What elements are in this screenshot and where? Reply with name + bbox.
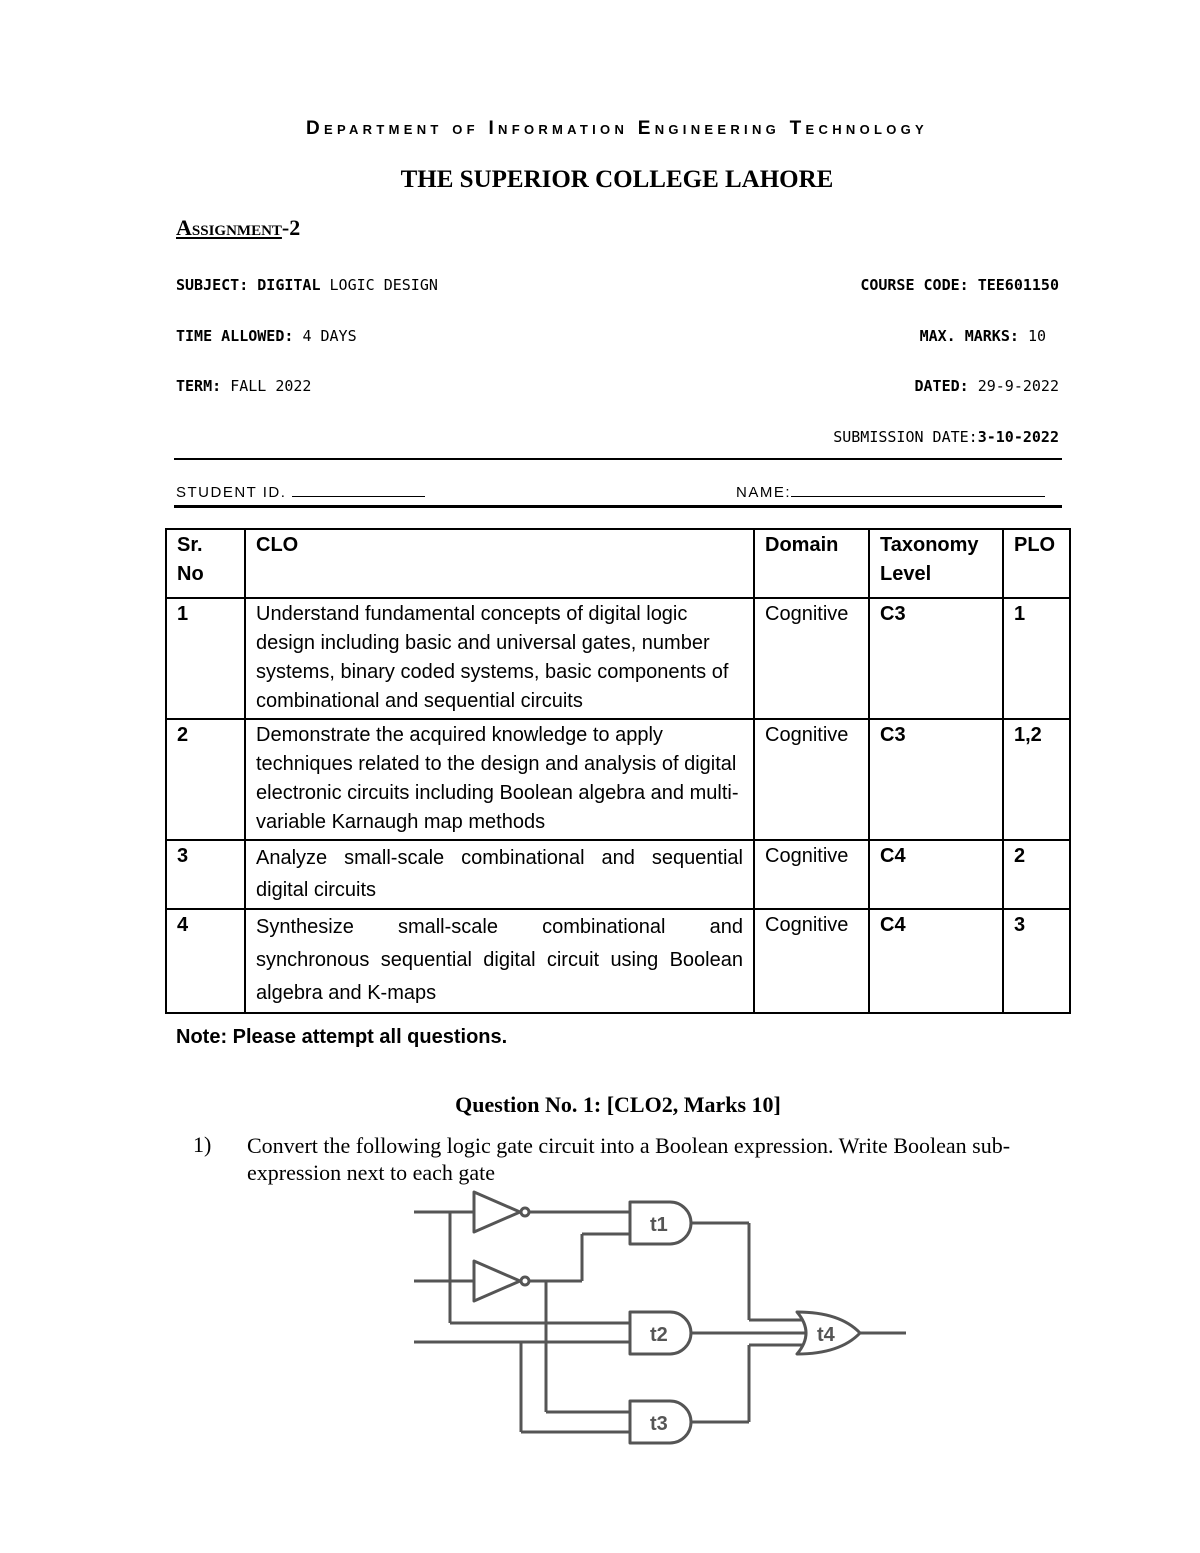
term-value: FALL 2022 [230,377,312,395]
row-clo: Understand fundamental concepts of digital logic design including basic and universal gates, number systems, binary coded systems, basic components of combinational and sequential circuits [245,598,754,719]
not-gate-2 [474,1261,520,1301]
row-level: C3 [869,719,1003,840]
row-level: C4 [869,909,1003,1013]
name-label: NAME: [736,484,792,501]
row-sr: 4 [166,909,245,1013]
row-level: C3 [869,598,1003,719]
marks-label: MAX. MARKS: [919,327,1019,345]
course-label: COURSE CODE: TEE601150 [860,276,1059,294]
dated-label: DATED: [914,377,969,395]
time-value: 4 DAYS [302,327,357,345]
header-level-text: Level [880,563,932,585]
row-sr: 2 [166,719,245,840]
row-clo: Analyze small-scale combinational and sequential digital circuits [245,840,754,909]
header-clo: CLO [245,529,754,598]
row-sr: 1 [166,598,245,719]
assignment-number: -2 [281,215,301,240]
row-sr: 3 [166,840,245,909]
student-id-label: STUDENT ID. [176,484,287,501]
time-label: TIME ALLOWED: [176,327,294,345]
row-plo: 3 [1003,909,1070,1013]
header-domain: Domain [754,529,869,598]
department-text: Department of Information Engineering Technology [305,118,929,139]
row-plo: 1 [1003,598,1070,719]
dated-value: 29-9-2022 [977,377,1059,395]
row-domain: Cognitive [754,840,869,909]
note: Note: Please attempt all questions. [176,1026,508,1048]
row-domain: Cognitive [754,598,869,719]
term-label: TERM: [176,377,222,395]
subject-value: LOGIC DESIGN [329,276,438,294]
submission-value: 3-10-2022 [977,428,1059,446]
college-title: THE SUPERIOR COLLEGE LAHORE [400,166,834,193]
subject-label: SUBJECT: DIGITAL [176,276,321,294]
submission-label: SUBMISSION DATE: [833,428,978,446]
row-clo: Demonstrate the acquired knowledge to apply techniques related to the design and analysis of digital electronic circuits including Boolean algebra and multi-variable Karnaugh map methods [245,719,754,840]
row-level: C4 [869,840,1003,909]
question-text: Convert the following logic gate circuit into a Boolean expression. Write Boolean sub- expression next to each gate [247,1133,1011,1185]
row-domain: Cognitive [754,719,869,840]
row-plo: 1,2 [1003,719,1070,840]
row-domain: Cognitive [754,909,869,1013]
row-plo: 2 [1003,840,1070,909]
not-gate-1 [474,1192,520,1232]
question-heading: Question No. 1: [CLO2, Marks 10] [455,1092,781,1117]
inverter-bubble [521,1208,529,1216]
gate-label-t3: t3 [650,1413,668,1435]
row-clo: Synthesize small-scale combinational and synchronous sequential digital circuit using Boolean algebra and K-maps [245,909,754,1013]
assignment-word: Assignment [176,215,282,240]
header-plo: PLO [1003,529,1070,598]
question-number: 1) [193,1132,212,1157]
marks-value: 10 [1027,327,1046,345]
gate-label-t2: t2 [650,1324,668,1346]
header-taxonomy-text: Taxonomy [880,534,979,556]
gate-label-t1: t1 [650,1214,668,1236]
header-sr-text: Sr. [177,534,203,556]
header-no-text: No [177,563,204,585]
gate-label-t4: t4 [817,1324,835,1346]
inverter-bubble [521,1277,529,1285]
